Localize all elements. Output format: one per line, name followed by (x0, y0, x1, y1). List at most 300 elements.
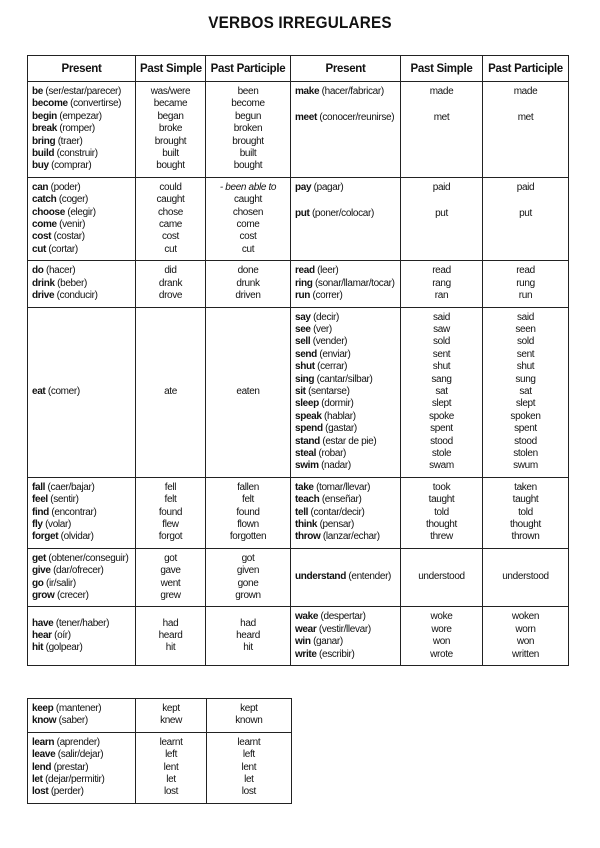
verb-base-form: begin (32, 110, 57, 122)
verb-meaning: (costar) (53, 231, 85, 243)
past-participle-form: told (518, 506, 533, 518)
verb-base-form: throw (295, 531, 321, 543)
present-cell (28, 307, 136, 477)
verb-line (487, 611, 564, 623)
past-participle-form: caught (234, 194, 262, 206)
past-participle-form: driven (235, 290, 261, 302)
verb-line (405, 436, 478, 448)
verb-meaning: (sonar/llamar/tocar) (314, 277, 395, 289)
past-simple-cell (136, 548, 206, 607)
past-participle-form: hit (243, 642, 253, 654)
verb-line (32, 749, 131, 761)
present-cell (291, 307, 401, 477)
verb-line (487, 494, 564, 506)
verb-line (210, 618, 286, 630)
verb-base-form: think (295, 519, 318, 530)
verb-line (140, 160, 201, 172)
past-participle-form: spent (514, 423, 537, 435)
verb-line (140, 618, 201, 630)
spacer (487, 98, 564, 112)
verb-base-form: keep (32, 703, 54, 714)
verb-line (32, 182, 131, 194)
past-simple-form: built (162, 148, 179, 160)
verb-line (487, 460, 564, 472)
verb-line (210, 182, 286, 194)
verb-line (32, 519, 131, 531)
verb-line (32, 590, 131, 602)
past-simple-form: could (159, 181, 182, 193)
past-participle-cell (483, 261, 569, 307)
verb-base-form: understand (295, 571, 346, 583)
verb-meaning: (entender) (348, 571, 392, 583)
verb-line (487, 507, 564, 519)
verb-line (295, 278, 396, 290)
verb-line (140, 737, 201, 749)
verb-base-form: sleep (295, 398, 319, 410)
verb-line (211, 703, 287, 715)
verb-line (405, 507, 478, 519)
verb-base-form: meet (295, 112, 317, 124)
verb-line (140, 715, 201, 727)
past-simple-form: drove (158, 290, 183, 302)
verb-group-row (28, 477, 569, 548)
verb-base-form: choose (32, 206, 65, 218)
past-participle-form: built (239, 148, 257, 160)
past-participle-cell (483, 548, 569, 607)
verb-line (487, 649, 564, 661)
present-cell (28, 261, 136, 307)
verb-line (295, 324, 396, 336)
verb-line (295, 386, 396, 398)
past-simple-cell (401, 177, 483, 260)
verb-meaning: (nadar) (321, 460, 351, 472)
verb-meaning: (contar/decir) (310, 506, 365, 518)
past-simple-form: let (166, 774, 176, 786)
verb-meaning: (convertirse) (70, 98, 122, 110)
past-simple-form: felt (164, 494, 177, 506)
verb-line (405, 290, 478, 302)
past-simple-form: won (432, 636, 451, 648)
verb-line (405, 398, 478, 410)
verb-line (32, 244, 131, 256)
verb-line (140, 703, 201, 715)
verb-base-form: feel (32, 494, 48, 506)
verb-line (210, 265, 286, 277)
verb-line (140, 774, 201, 786)
verb-line (140, 531, 201, 543)
verb-line (295, 649, 396, 661)
verb-base-form: forget (32, 531, 59, 543)
past-participle-form: done (237, 265, 259, 277)
past-participle-form: fallen (237, 481, 259, 493)
header-past-participle: Past Participle (483, 56, 569, 82)
past-simple-form: threw (430, 531, 453, 543)
header-row (28, 56, 569, 82)
verb-meaning: (perder) (50, 786, 84, 798)
verb-base-form: shut (295, 361, 315, 373)
verb-base-form: make (295, 86, 320, 97)
verb-line (487, 349, 564, 361)
verb-line (405, 312, 478, 324)
past-simple-cell (136, 307, 206, 477)
spacer (487, 194, 564, 208)
verb-line (140, 386, 201, 398)
verb-meaning: (enseñar) (321, 494, 362, 506)
past-simple-cell (136, 607, 206, 666)
verb-base-form: give (32, 565, 51, 577)
past-participle-form: written (511, 648, 539, 660)
verb-line (295, 482, 396, 494)
past-participle-form: sat (519, 385, 532, 397)
verb-base-form: put (295, 208, 310, 220)
verb-meaning: (crecer) (56, 590, 89, 602)
verb-meaning: (elegir) (67, 206, 96, 218)
verb-base-form: come (32, 219, 57, 231)
past-participle-form: stolen (513, 447, 538, 459)
past-participle-form: read (516, 265, 535, 277)
verb-meaning: (comer) (47, 385, 80, 397)
verb-line (210, 207, 286, 219)
verb-line (32, 774, 131, 786)
verb-line (487, 290, 564, 302)
verb-line (405, 386, 478, 398)
verb-line (405, 624, 478, 636)
verb-meaning: (lanzar/echar) (322, 531, 380, 543)
verb-line (32, 123, 131, 135)
verb-line (211, 715, 287, 727)
verb-line (487, 182, 564, 194)
verb-line (487, 624, 564, 636)
verb-line (210, 630, 286, 642)
past-simple-form: learnt (159, 736, 183, 748)
present-cell (28, 82, 136, 178)
verb-base-form: send (295, 348, 317, 360)
verb-base-form: hear (32, 630, 52, 642)
verb-line (405, 324, 478, 336)
past-participle-form: grown (235, 590, 261, 602)
past-participle-cell (206, 307, 291, 477)
verb-line (210, 278, 286, 290)
verb-group-row (28, 699, 292, 733)
past-participle-cell (206, 82, 291, 178)
verb-line (32, 762, 131, 774)
past-simple-form: sang (431, 373, 452, 385)
verb-line (32, 136, 131, 148)
past-simple-form: hit (165, 642, 176, 654)
past-simple-cell (401, 307, 483, 477)
verb-base-form: let (32, 774, 43, 786)
past-participle-form: known (235, 715, 263, 727)
verb-group-row (28, 732, 292, 803)
verb-line (32, 565, 131, 577)
past-simple-form: ate (164, 385, 177, 397)
verb-line (140, 111, 201, 123)
verb-base-form: buy (32, 160, 49, 172)
past-simple-form: sold (433, 336, 450, 348)
verb-line (140, 762, 201, 774)
verb-meaning: (pagar) (313, 181, 344, 193)
past-participle-cell (206, 699, 291, 733)
spacer (405, 98, 478, 112)
verb-base-form: become (32, 98, 68, 110)
past-simple-form: spent (430, 423, 453, 435)
past-simple-form: stole (431, 447, 452, 459)
verb-line (405, 571, 478, 583)
past-participle-form: flown (237, 519, 259, 530)
past-participle-form: shut (516, 361, 535, 373)
verb-line (295, 336, 396, 348)
verb-base-form: lost (32, 786, 49, 798)
verb-line (32, 265, 131, 277)
verb-line (32, 737, 131, 749)
verb-meaning: (coger) (58, 194, 89, 206)
past-simple-form: met (433, 112, 450, 124)
past-simple-cell (136, 699, 206, 733)
verb-line (32, 786, 131, 798)
past-simple-form: chose (158, 206, 183, 218)
past-simple-form: lent (163, 761, 179, 773)
present-cell (291, 607, 401, 666)
past-participle-form: felt (242, 494, 254, 506)
verb-base-form: lend (32, 761, 52, 773)
past-participle-form: bought (233, 160, 263, 172)
verb-line (140, 278, 201, 290)
verb-line (32, 630, 131, 642)
past-simple-form: had (162, 617, 179, 629)
verb-line (210, 642, 286, 654)
past-simple-form: understood (418, 571, 465, 583)
past-simple-form: bought (156, 160, 185, 172)
verb-meaning: (ver) (313, 323, 332, 335)
past-participle-form: sent (516, 348, 535, 360)
past-simple-form: went (160, 577, 181, 589)
verb-meaning: (ir/salir) (45, 577, 76, 589)
verb-meaning: (leer) (317, 265, 339, 277)
verb-line (405, 611, 478, 623)
verb-line (32, 111, 131, 123)
verb-line (487, 336, 564, 348)
verb-base-form: fall (32, 481, 46, 493)
verb-meaning: (robar) (318, 447, 347, 459)
past-participle-cell (483, 82, 569, 178)
verb-line (210, 194, 286, 206)
past-simple-form: slept (431, 398, 452, 410)
verb-base-form: take (295, 481, 314, 493)
past-participle-cell (483, 477, 569, 548)
verb-base-form: read (295, 265, 315, 277)
present-cell (28, 732, 136, 803)
verb-line (140, 86, 201, 98)
past-participle-form: come (236, 219, 260, 231)
verb-meaning: (correr) (312, 290, 343, 302)
header-present: Present (28, 56, 136, 82)
verb-line (210, 494, 286, 506)
past-participle-form: broken (233, 123, 263, 135)
past-simple-form: shut (432, 361, 451, 373)
verb-meaning: (aprender) (56, 736, 100, 748)
past-simple-cell (136, 177, 206, 260)
past-participle-form: rung (516, 277, 535, 289)
verb-line (405, 278, 478, 290)
verb-base-form: learn (32, 736, 55, 748)
verb-base-form: run (295, 290, 311, 302)
past-participle-cell (206, 607, 291, 666)
verb-line (140, 219, 201, 231)
verb-base-form: drink (32, 277, 55, 289)
verb-line (140, 207, 201, 219)
past-participle-form: sold (517, 336, 534, 348)
verb-base-form: know (32, 715, 57, 727)
verb-line (32, 290, 131, 302)
past-simple-form: drank (158, 277, 183, 289)
past-simple-form: did (164, 265, 177, 277)
present-cell (291, 477, 401, 548)
verb-group-row (28, 82, 569, 178)
past-participle-cell (206, 261, 291, 307)
verb-line (210, 482, 286, 494)
past-simple-form: read (432, 265, 451, 277)
verb-line (210, 148, 286, 160)
verb-line (32, 231, 131, 243)
past-participle-form: been (237, 86, 259, 97)
verb-line (140, 265, 201, 277)
spacer (295, 98, 396, 112)
verb-line (32, 278, 131, 290)
past-simple-form: stood (430, 435, 453, 447)
verb-line (140, 194, 201, 206)
verb-line (295, 112, 396, 124)
past-participle-form: paid (516, 181, 535, 193)
verb-meaning: (mantener) (55, 703, 102, 714)
verb-line (295, 290, 396, 302)
verb-meaning: (ser/estar/parecer) (45, 86, 122, 97)
verb-meaning: (tener/haber) (55, 617, 110, 629)
past-participle-cell (206, 477, 291, 548)
verb-line (32, 386, 131, 398)
past-simple-form: grew (160, 590, 181, 602)
past-participle-form: thrown (511, 531, 540, 543)
verb-line (140, 482, 201, 494)
past-simple-form: wore (431, 623, 452, 635)
verb-line (210, 290, 286, 302)
verb-line (140, 519, 201, 531)
verb-meaning: (obtener/conseguir) (48, 552, 129, 564)
verb-line (211, 774, 287, 786)
verb-meaning: (hablar) (324, 410, 356, 422)
verb-line (487, 312, 564, 324)
present-cell (28, 477, 136, 548)
verb-base-form: sing (295, 373, 315, 385)
present-cell (291, 177, 401, 260)
verb-line (487, 324, 564, 336)
verb-line (210, 565, 286, 577)
past-participle-form: run (518, 290, 533, 302)
past-participle-cell (206, 732, 291, 803)
verb-line (295, 519, 396, 531)
verb-line (32, 86, 131, 98)
verb-meaning: (romper) (59, 123, 95, 135)
verb-group-row (28, 307, 569, 477)
verb-base-form: win (295, 636, 311, 648)
verb-meaning: (golpear) (45, 642, 83, 654)
verb-line (32, 507, 131, 519)
past-participle-form: stood (514, 435, 537, 447)
verb-line (140, 244, 201, 256)
past-simple-cell (401, 548, 483, 607)
verb-line (210, 590, 286, 602)
verb-line (32, 148, 131, 160)
past-simple-form: got (164, 552, 177, 564)
verb-line (487, 398, 564, 410)
verb-meaning: (cortar) (48, 243, 78, 255)
verb-line (295, 624, 396, 636)
verb-base-form: spend (295, 423, 323, 435)
verb-line (210, 160, 286, 172)
verb-line (32, 207, 131, 219)
verb-meaning: (pensar) (319, 519, 355, 530)
verb-line (405, 86, 478, 98)
present-cell (28, 699, 136, 733)
verb-meaning: (dar/ofrecer) (53, 565, 104, 577)
past-simple-form: said (433, 311, 450, 323)
verb-line (295, 636, 396, 648)
verb-line (211, 737, 287, 749)
past-simple-form: took (432, 481, 451, 493)
past-simple-cell (401, 261, 483, 307)
verb-meaning: (ganar) (313, 636, 343, 648)
verb-base-form: leave (32, 749, 56, 761)
verb-line (210, 553, 286, 565)
verb-meaning: (olvidar) (60, 531, 94, 543)
past-simple-form: brought (154, 135, 187, 147)
past-simple-cell (136, 732, 206, 803)
verb-line (405, 411, 478, 423)
verb-line (32, 618, 131, 630)
past-simple-form: taught (428, 494, 455, 506)
verb-meaning: (hacer/fabricar) (321, 86, 384, 97)
past-participle-form: - been able to (219, 181, 277, 193)
verb-line (140, 136, 201, 148)
verb-line (140, 565, 201, 577)
past-participle-form: taught (512, 494, 539, 506)
verb-line (295, 448, 396, 460)
verb-line (405, 349, 478, 361)
past-simple-cell (136, 82, 206, 178)
past-participle-form: seen (515, 323, 536, 335)
past-participle-form: spoken (510, 410, 541, 422)
past-participle-cell (206, 177, 291, 260)
verb-line (487, 636, 564, 648)
past-participle-form: let (244, 774, 254, 786)
verb-line (487, 278, 564, 290)
verb-line (32, 553, 131, 565)
irregular-verbs-table (27, 55, 569, 666)
verb-line (405, 374, 478, 386)
verb-line (487, 423, 564, 435)
verb-line (487, 208, 564, 220)
verb-meaning: (sentir) (50, 494, 79, 506)
verb-base-form: do (32, 265, 44, 277)
past-simple-form: came (158, 219, 183, 231)
past-simple-form: swam (429, 460, 454, 472)
verb-line (405, 636, 478, 648)
verb-group-row (28, 548, 569, 607)
verb-base-form: teach (295, 494, 320, 506)
verb-meaning: (vender) (312, 336, 348, 348)
past-simple-form: cut (164, 243, 177, 255)
verb-line (295, 361, 396, 373)
past-participle-form: slept (515, 398, 536, 410)
